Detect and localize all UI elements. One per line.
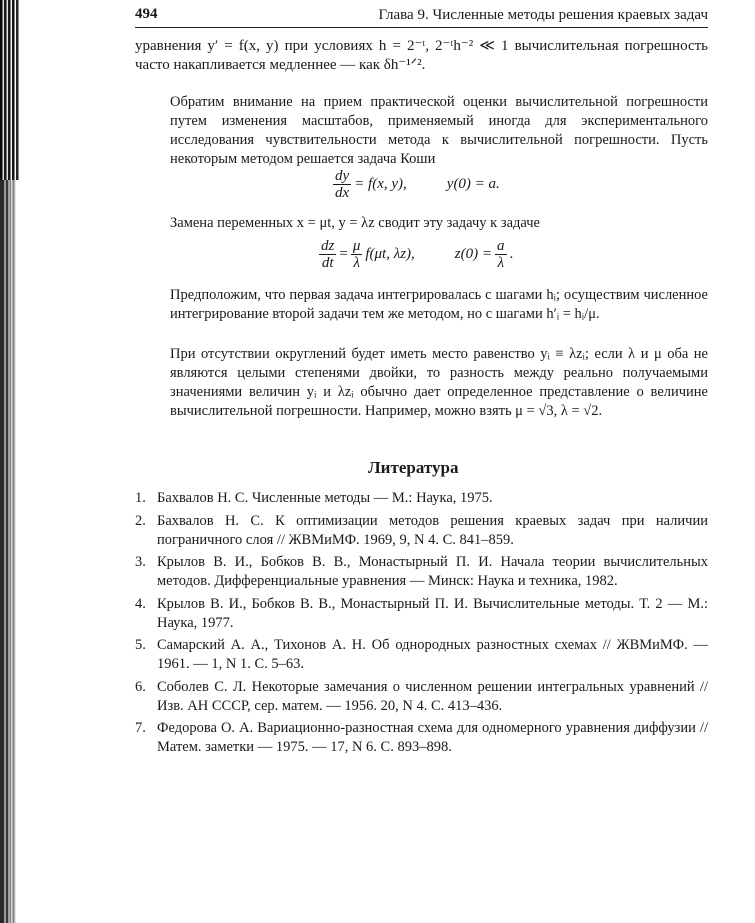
running-head: Глава 9. Численные методы решения краевых задач xyxy=(378,7,708,23)
reference-number: 2. xyxy=(135,512,146,529)
section-title: Литература xyxy=(368,458,459,477)
reference-item xyxy=(135,553,708,591)
fraction-numerator: μ xyxy=(352,238,361,254)
reference-number: 4. xyxy=(135,595,146,612)
paragraph-scale-method: Обратим внимание на прием практической оценки вычислительной погрешности путем изменения масштабов, применяемый иногда для экспериментального исследования чувствительности метода к вычислительной погрешности. Пусть некоторым методом решается задача Коши xyxy=(170,94,708,167)
paragraph-integration-steps: Предположим, что первая задача интегрировалась с шагами hᵢ; осуществим численное интегрирование второй задачи тем же методом, но с шагами h′ᵢ = hᵢ/μ. xyxy=(170,287,708,322)
equation-period: . xyxy=(509,246,514,262)
reference-item xyxy=(135,719,708,757)
reference-number: 7. xyxy=(135,720,146,736)
equation-rhs: = f(x, y), xyxy=(354,176,407,192)
reference-text: Крылов В. И., Бобков В. В., Монастырный П. И. Начала теории вычислительных методов. Дифференциальные уравнения — Минск: Наука и техника, 1982. xyxy=(157,554,708,589)
fraction-numerator: a xyxy=(497,238,505,254)
fraction-numerator: dz xyxy=(321,238,335,254)
reference-list xyxy=(135,489,708,761)
reference-number: 1. xyxy=(135,490,146,506)
reference-text: Самарский А. А., Тихонов А. Н. Об однородных разностных схемах // ЖВМиМФ. — 1961. — 1, N 1. С. 5–63. xyxy=(157,637,708,672)
reference-item xyxy=(135,595,708,633)
equation-rhs: f(μt, λz), xyxy=(365,246,415,262)
reference-item xyxy=(135,512,708,550)
derivative-fraction xyxy=(333,168,351,201)
equation-transformed-problem: $\frac{dz}{dt}$ = $\frac{\mu}{\lambda}$ f(μt, λz), z(0) = $\frac{a}{\lambda}$ . xyxy=(321,238,514,271)
equation-cauchy-problem xyxy=(330,168,500,201)
fraction-denominator: λ xyxy=(353,255,360,271)
reference-item xyxy=(135,678,708,716)
fraction-denominator: dt xyxy=(321,255,334,271)
reference-number: 3. xyxy=(135,554,146,570)
page-header xyxy=(135,5,708,28)
initial-condition: y(0) = a. xyxy=(446,176,500,192)
initial-condition-fraction xyxy=(495,238,507,271)
reference-number: 6. xyxy=(135,678,146,695)
reference-number: 5. xyxy=(135,637,146,653)
reference-text: Бахвалов Н. С. К оптимизации методов решения краевых задач при наличии пограничного слоя // ЖВМиМФ. 1969, 9, N 4. С. 841–859. xyxy=(157,512,708,548)
reference-text: Бахвалов Н. С. Численные методы — М.: Наука, 1975. xyxy=(157,490,493,506)
fraction-denominator: dx xyxy=(335,185,350,201)
reference-item xyxy=(135,489,708,508)
paragraph-rounding-estimate: При отсутствии округлений будет иметь место равенство yᵢ ≡ λzᵢ; если λ и μ оба не являются целыми степенями двойки, то разность между реально получаемыми значениями величин yᵢ и λzᵢ обычно дает определенное представление о величине вычислительной погрешности. Например, можно взять μ = √3, λ = √2. xyxy=(170,346,708,419)
coefficient-fraction xyxy=(351,238,363,271)
fraction-numerator: dy xyxy=(335,168,350,184)
paragraph-substitution: Замена переменных x = μt, y = λz сводит эту задачу к задаче xyxy=(170,215,540,231)
reference-text: Федорова О. А. Вариационно-разностная схема для одномерного уравнения диффузии // Матем. заметки — 1975. — 17, N 6. С. 893–898. xyxy=(157,720,708,755)
lead-paragraph: уравнения y′ = f(x, y) при условиях h = 2⁻ᵗ, 2⁻ᵗh⁻² ≪ 1 вычислительная погрешность часто накапливается медленнее — как δh⁻¹ᐟ². xyxy=(135,38,708,73)
fraction-denominator: λ xyxy=(497,255,504,271)
derivative-fraction xyxy=(319,238,336,271)
reference-text: Соболев С. Л. Некоторые замечания о численном решении интегральных уравнений // Изв. АН СССР, сер. матем. — 1956. 20, N 4. С. 413–436. xyxy=(157,678,708,714)
reference-item xyxy=(135,636,708,674)
reference-text: Крылов В. И., Бобков В. В., Монастырный П. И. Вычислительные методы. Т. 2 — М.: Наука, 1977. xyxy=(157,595,708,631)
initial-condition-lhs: z(0) = xyxy=(454,246,492,262)
page-number: 494 xyxy=(135,6,158,22)
scan-binding-edge-dark xyxy=(0,0,20,180)
